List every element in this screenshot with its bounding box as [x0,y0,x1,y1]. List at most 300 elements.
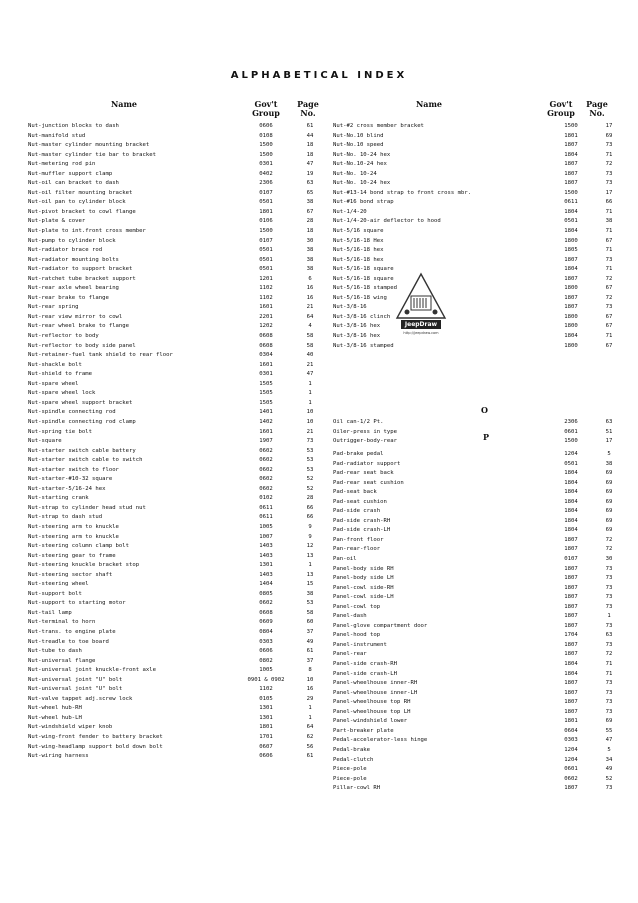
entry-name: Nut-5/16 square [333,228,384,235]
entry-page: 13 [306,552,314,559]
entry-name: Nut-#16 bond strap [333,199,394,206]
index-entry [28,723,328,733]
index-entry [333,498,623,508]
entry-page: 58 [306,342,314,349]
entry-group: 0102 [259,495,273,502]
entry-page: 9 [308,523,312,530]
entry-name: Nut-No.10 speed [333,142,384,149]
index-entry [28,275,328,285]
entry-page: 38 [306,256,314,263]
index-entry [333,160,623,170]
index-entry [28,284,328,294]
entry-group: 1807 [564,546,578,553]
logo-url: http://jeepdraw.com [403,331,439,335]
entry-page: 38 [306,590,314,597]
index-entry [28,552,328,562]
right-govt-header-line1: Gov't [549,99,573,109]
entry-group: 1204 [564,746,578,753]
entry-page: 64 [306,313,314,320]
left-govt-header-line1: Gov't [254,99,278,109]
entry-group: 1804 [564,498,578,505]
entry-page: 69 [605,517,613,524]
entry-name: Nut-steering column clamp bolt [28,543,130,550]
entry-group: 2306 [564,419,578,425]
entry-page: 51 [605,428,613,435]
index-entry [28,256,328,266]
entry-page: 47 [306,161,314,168]
entry-group: 1505 [259,380,273,387]
entry-name: Pad-rear seat cushion [333,479,404,486]
entry-group: 0901 & 0902 [247,676,285,683]
entry-page: 18 [306,228,314,235]
entry-page: 52 [605,775,613,782]
entry-page: 67 [605,313,613,320]
entry-name: Nut-steering sector shaft [28,571,113,578]
entry-page: 67 [605,342,613,349]
entry-name: Nut-steering arm to knuckle [28,533,119,540]
entry-page: 69 [605,508,613,515]
index-entry [28,303,328,313]
index-entry [28,733,328,743]
entry-name: Pedal-brake [333,746,371,753]
index-entry [28,160,328,170]
entry-group: 0802 [259,657,273,664]
entry-page: 72 [605,651,613,658]
entry-group: 1005 [259,523,273,530]
entry-group: 0601 [564,428,578,435]
entry-group: 1801 [259,208,273,215]
entry-name: Panel-windshield lower [333,718,408,725]
index-entry [28,513,328,523]
entry-page: 1 [308,705,312,712]
entry-name: Nut-starter-#10-32 square [28,476,113,483]
entry-group: 1807 [564,680,578,687]
entry-group: 0107 [564,556,578,563]
left-name-header [20,100,228,109]
index-entry [333,256,623,266]
entry-name: Nut-5/16-18 Hex [333,237,384,244]
index-entry [333,736,623,746]
entry-name: Nut-tail lamp [28,609,72,616]
index-entry [28,485,328,495]
entry-page: 8 [308,667,312,674]
entry-group: 1805 [564,247,578,254]
entry-group: 1807 [564,142,578,149]
index-entry [28,533,328,543]
entry-group: 1701 [259,734,273,740]
index-entry [28,198,328,208]
entry-name: Nut-No.10 blind [333,132,384,139]
index-entry [28,447,328,457]
index-entry [28,494,328,504]
entry-page: 1 [308,714,312,721]
entry-page: 73 [605,680,613,687]
entry-group: 0106 [259,218,273,225]
entry-page: 64 [306,724,314,731]
entry-name: Pad-rear seat back [333,470,394,477]
index-entry [333,555,623,565]
entry-name: Nut-master cylinder mounting bracket [28,142,150,149]
entry-page: 73 [605,170,613,177]
entry-group: 1500 [259,142,273,149]
entry-page: 53 [306,466,314,473]
entry-page: 49 [605,766,613,773]
entry-group: 0609 [259,619,273,626]
entry-page: 72 [605,275,613,282]
entry-page: 73 [605,699,613,706]
entry-group: 1807 [564,536,578,543]
entry-name: Pad-radiator support [333,460,401,467]
index-entry [333,208,623,218]
index-entry [28,714,328,724]
index-entry [28,685,328,695]
entry-name: Nut-tube to dash [28,648,82,655]
entry-page: 34 [605,756,613,763]
entry-group: 1807 [564,170,578,177]
entry-page: 67 [605,237,613,244]
index-entry [28,217,328,227]
entry-name: Nut-steering knuckle bracket stop [28,562,140,569]
entry-page: 71 [605,151,613,158]
entry-page: 73 [605,689,613,696]
index-entry [333,275,623,285]
entry-page: 71 [605,247,613,254]
entry-name: Nut-starter switch cable battery [28,447,136,454]
index-entry [28,590,328,600]
entry-name: Nut-spring tie bolt [28,428,92,435]
entry-name: Pan-rear-floor [333,546,381,553]
entry-page: 29 [306,695,314,702]
entry-page: 1 [607,613,611,620]
entry-name: Nut-strap to dash stud [28,514,103,521]
entry-group: 1204 [564,451,578,457]
entry-page: 60 [306,619,314,626]
entry-page: 73 [306,438,314,445]
entry-group: 0804 [259,628,273,635]
entry-page: 38 [306,199,314,206]
entry-name: Nut-oil can bracket to dash [28,180,119,187]
entry-name: Nut-plate to int.front cross member [28,228,146,235]
index-entry [28,332,328,342]
index-entry [333,650,623,660]
entry-page: 73 [605,142,613,149]
entry-group: 1005 [259,667,273,674]
logo-label: JeepDraw [404,321,438,328]
entry-page: 71 [605,208,613,215]
section-o-list [333,418,623,447]
entry-name: Panel-cowl top [333,603,381,610]
index-entry [333,141,623,151]
index-entry [333,237,623,247]
entry-group: 1007 [259,533,273,540]
section-letter-p: P [483,432,490,442]
entry-page: 44 [306,132,314,139]
entry-page: 37 [306,628,314,635]
entry-page: 71 [605,266,613,273]
index-entry [28,208,328,218]
entry-page: 38 [306,266,314,273]
entry-page: 18 [306,151,314,158]
entry-group: 1801 [564,132,578,139]
entry-name: Nut-No. 10-24 hex [333,180,391,187]
entry-page: 1 [308,399,312,406]
entry-group: 1403 [259,543,273,550]
index-entry [333,775,623,785]
index-entry [28,380,328,390]
entry-group: 0501 [259,199,273,206]
index-entry [28,342,328,352]
entry-group: 0602 [259,466,273,473]
entry-group: 0606 [259,648,273,655]
entry-group: 1403 [259,552,273,559]
entry-name: Panel-body side RH [333,565,394,572]
entry-page: 40 [306,352,314,359]
entry-page: 4 [308,323,312,330]
entry-group: 1404 [259,581,273,588]
index-entry [28,313,328,323]
index-entry [28,647,328,657]
entry-group: 0303 [259,638,273,645]
index-entry [28,132,328,142]
entry-page: 69 [605,470,613,477]
entry-page: 67 [306,208,314,215]
entry-name: Nut-metering rod pin [28,161,96,168]
index-entry [333,132,623,142]
entry-group: 2306 [259,180,273,187]
section-letter-o: O [481,405,488,415]
index-entry [28,122,328,132]
entry-name: Nut-wheel hub-RH [28,705,82,712]
entry-group: 1301 [259,562,273,569]
entry-name: Pad-brake pedal [333,451,384,457]
index-entry [28,676,328,686]
entry-page: 66 [605,199,613,206]
entry-group: 0501 [259,247,273,254]
entry-name: Nut-reflector to body [28,333,99,340]
index-entry [28,141,328,151]
entry-group: 0608 [259,333,273,340]
entry-name: Nut-oil pan to cylinder block [28,199,126,206]
index-entry [28,265,328,275]
entry-group: 0402 [259,170,273,177]
index-entry [333,189,623,199]
index-entry [333,488,623,498]
entry-page: 15 [306,581,314,588]
entry-group: 1807 [564,161,578,168]
entry-group: 1801 [564,718,578,725]
index-entry [28,571,328,581]
entry-page: 72 [605,161,613,168]
entry-group: 1807 [564,275,578,282]
entry-name: Piece-pole [333,775,367,782]
entry-name: Nut-5/16-18 hex [333,247,384,254]
right-page-header-line2: No. [589,108,605,118]
index-entry [28,704,328,714]
index-entry [333,322,623,332]
entry-group: 1807 [564,256,578,263]
entry-group: 1800 [564,285,578,292]
entry-group: 0608 [259,609,273,616]
entry-group: 1500 [564,438,578,445]
entry-page: 72 [605,294,613,301]
entry-name: Panel-hood top [333,632,381,639]
entry-group: 1800 [564,342,578,349]
entry-name: Nut-1/4-20 [333,208,367,215]
index-entry [28,418,328,428]
index-entry [28,666,328,676]
entry-group: 1804 [564,208,578,215]
index-entry [28,561,328,571]
entry-group: 0301 [259,371,273,378]
index-entry [333,545,623,555]
entry-page: 13 [306,571,314,578]
entry-page: 53 [306,447,314,454]
entry-page: 71 [605,661,613,668]
entry-group: 1807 [564,613,578,620]
entry-group: 1807 [564,565,578,572]
entry-group: 1807 [564,689,578,696]
page-title: ALPHABETICAL INDEX [230,70,408,81]
entry-page: 66 [306,514,314,521]
left-page-no-header [294,100,322,118]
entry-page: 67 [605,285,613,292]
entry-name: Panel-side crash-LH [333,670,397,677]
entry-group: 1204 [564,756,578,763]
entry-page: 73 [605,594,613,601]
entry-group: 0601 [564,766,578,773]
entry-name: Nut-steering wheel [28,581,89,588]
entry-name: Nut-radiator mounting bolts [28,256,119,263]
index-entry [333,593,623,603]
entry-name: Panel-wheelhouse top LH [333,708,411,715]
entry-group: 1807 [564,304,578,311]
entry-group: 1807 [564,651,578,658]
entry-group: 1804 [564,517,578,524]
entry-page: 17 [605,189,613,196]
entry-page: 58 [306,333,314,340]
index-entry [28,580,328,590]
entry-name: Nut-square [28,438,62,445]
entry-page: 63 [306,180,314,187]
entry-group: 1601 [259,304,273,311]
left-page-header-line1: Page [297,99,319,109]
entry-page: 28 [306,495,314,502]
entry-group: 1704 [564,632,578,639]
entry-name: Nut-starting crank [28,495,89,502]
index-entry [28,170,328,180]
entry-name: Panel-cowl side-LH [333,594,394,601]
index-entry [333,536,623,546]
entry-group: 1505 [259,390,273,397]
right-index-list [333,122,623,351]
index-entry [333,622,623,632]
index-entry [333,151,623,161]
entry-page: 72 [605,546,613,553]
entry-page: 52 [306,485,314,492]
entry-name: Nut-support bolt [28,590,82,597]
entry-group: 1807 [564,785,578,792]
entry-name: Nut-rear view mirror to cowl [28,313,123,320]
entry-name: Nut-junction blocks to dash [28,123,119,129]
entry-name: Part-breaker plate [333,727,394,734]
index-entry [28,370,328,380]
index-entry [28,227,328,237]
entry-page: 30 [605,556,613,563]
entry-name: Nut-spindle connecting rod clamp [28,418,136,425]
index-entry [28,456,328,466]
entry-name: Pad-seat back [333,489,377,496]
entry-name: Nut-treadle to toe board [28,638,109,645]
entry-group: 1807 [564,594,578,601]
entry-name: Nut-No. 10-24 hex [333,151,391,158]
index-entry [333,332,623,342]
entry-name: Nut-windshield wiper knob [28,724,113,731]
entry-group: 0608 [259,342,273,349]
entry-name: Nut-3/8-16 [333,304,367,311]
index-entry [333,631,623,641]
entry-group: 1102 [259,294,273,301]
entry-page: 69 [605,498,613,505]
entry-name: Pan-oil [333,556,357,563]
entry-page: 61 [306,753,314,760]
entry-name: Nut-starter switch cable to switch [28,457,143,464]
entry-group: 1804 [564,151,578,158]
index-entry [333,603,623,613]
entry-name: Nut-valve tappet adj.screw lock [28,695,133,702]
entry-name: Nut-strap to cylinder head stud nut [28,504,146,511]
right-name-header-label: Name [415,99,443,109]
entry-name: Nut-rear axle wheel bearing [28,285,119,292]
entry-page: 73 [605,603,613,610]
entry-page: 38 [605,218,613,225]
entry-name: Nut-5/16-18 stamped [333,285,397,292]
index-entry [333,565,623,575]
index-entry [28,151,328,161]
index-entry [333,460,623,470]
index-entry [28,599,328,609]
entry-group: 1807 [564,622,578,629]
entry-page: 73 [605,256,613,263]
entry-page: 63 [605,419,613,425]
entry-page: 10 [306,409,314,416]
entry-page: 73 [605,785,613,792]
entry-page: 72 [605,536,613,543]
entry-group: 0611 [259,514,273,521]
index-entry [28,475,328,485]
entry-name: Nut-universal joint "U" bolt [28,676,123,683]
entry-group: 1804 [564,266,578,273]
entry-name: Nut-spindle connecting rod [28,409,116,416]
left-govt-group-header [240,100,292,118]
entry-name: Nut-muffler support clamp [28,170,113,177]
entry-group: 2201 [259,313,273,320]
index-entry [333,679,623,689]
index-entry [333,428,623,438]
entry-name: Pedal-clutch [333,756,374,763]
entry-name: Nut-spare wheel support bracket [28,399,133,406]
entry-page: 6 [308,275,312,282]
entry-group: 1804 [564,661,578,668]
entry-page: 38 [306,247,314,254]
entry-name: Nut-starter-5/16-24 hex [28,485,106,492]
entry-group: 1804 [564,470,578,477]
entry-group: 0501 [564,460,578,467]
entry-name: Oil can-1/2 Pt. [333,419,384,425]
entry-page: 73 [605,565,613,572]
entry-name: Nut-terminal to horn [28,619,96,626]
index-entry [333,246,623,256]
entry-page: 73 [605,304,613,311]
